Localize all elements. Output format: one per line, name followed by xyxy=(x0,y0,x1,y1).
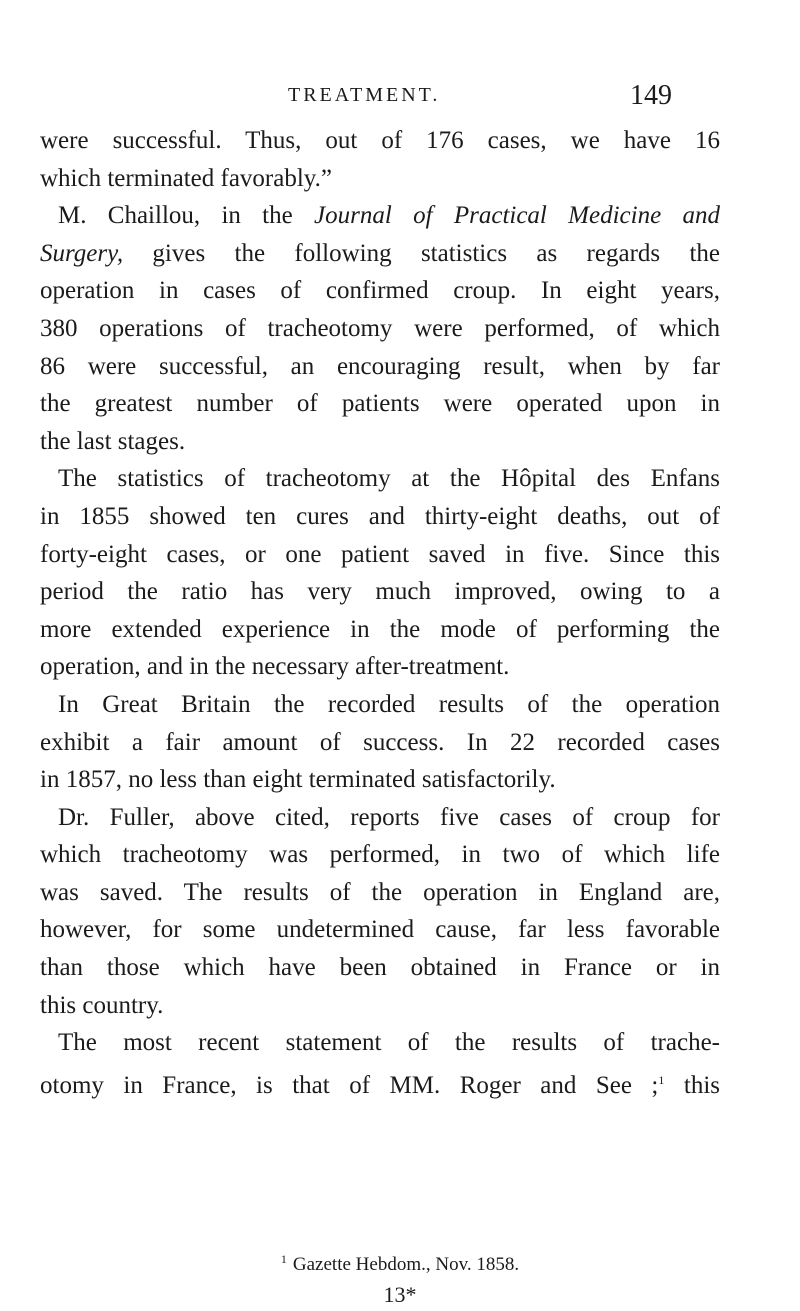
text-line: were successful. Thus, out of 176 cases, we have 16 xyxy=(40,127,720,154)
text-line: which terminated favorably.” xyxy=(40,164,333,192)
text-line: operation, and in the necessary after-treatment. xyxy=(40,653,510,681)
text-line: The most recent statement of the results of trache- xyxy=(58,1029,720,1057)
text-line: this country. xyxy=(40,991,164,1019)
page-number: 149 xyxy=(630,80,672,111)
text-fragment: M. Chaillou, in the xyxy=(58,202,315,230)
text-line: the last stages. xyxy=(40,427,186,455)
text-line: The statistics of tracheotomy at the Hôpital des Enfans xyxy=(58,465,720,493)
text-fragment: otomy in France, is that of MM. Roger and See ; xyxy=(40,1071,659,1099)
signature-mark: 13* xyxy=(383,1282,417,1307)
running-head-title: TREATMENT. xyxy=(288,84,441,106)
body-text xyxy=(40,122,720,1099)
text-line: forty-eight cases, or one patient saved in five. Since this xyxy=(40,540,720,568)
journal-title-cont: Surgery, xyxy=(40,239,124,267)
text-line: the greatest number of patients were operated upon in xyxy=(40,390,720,418)
text-line: than those which have been obtained in France or in xyxy=(40,954,720,982)
text-line: 380 operations of tracheotomy were performed, of which xyxy=(40,314,720,342)
text-line: in 1857, no less than eight terminated satisfactorily. xyxy=(40,766,556,794)
text-line: however, for some undetermined cause, far less favorable xyxy=(40,916,720,944)
footnote xyxy=(0,1252,800,1276)
text-line: 86 were successful, an encouraging result, when by far xyxy=(40,352,720,380)
footnote-marker: 1 xyxy=(280,1252,287,1266)
text-line xyxy=(40,197,720,235)
text-fragment: this xyxy=(664,1071,720,1099)
text-line: operation in cases of confirmed croup. In eight years, xyxy=(40,277,720,305)
text-line xyxy=(40,235,720,273)
running-head xyxy=(0,80,800,120)
text-fragment: gives the following statistics as regards the xyxy=(123,239,720,267)
text-line: in 1855 showed ten cures and thirty-eight deaths, out of xyxy=(40,502,720,530)
text-line: was saved. The results of the operation in England are, xyxy=(40,878,720,906)
text-line xyxy=(40,1062,720,1100)
text-line: exhibit a fair amount of success. In 22 recorded cases xyxy=(40,728,720,756)
text-line: period the ratio has very much improved, owing to a xyxy=(40,578,720,606)
footnote-text: Gazette Hebdom., Nov. 1858. xyxy=(292,1254,520,1275)
text-line: more extended experience in the mode of performing the xyxy=(40,615,720,643)
text-line: Dr. Fuller, above cited, reports five cases of croup for xyxy=(58,803,720,831)
footnote-reference: 1 xyxy=(658,1072,665,1087)
journal-title: Journal of Practical Medicine and xyxy=(314,202,720,230)
text-line: In Great Britain the recorded results of the operation xyxy=(58,690,720,718)
text-line: which tracheotomy was performed, in two of which life xyxy=(40,841,720,869)
